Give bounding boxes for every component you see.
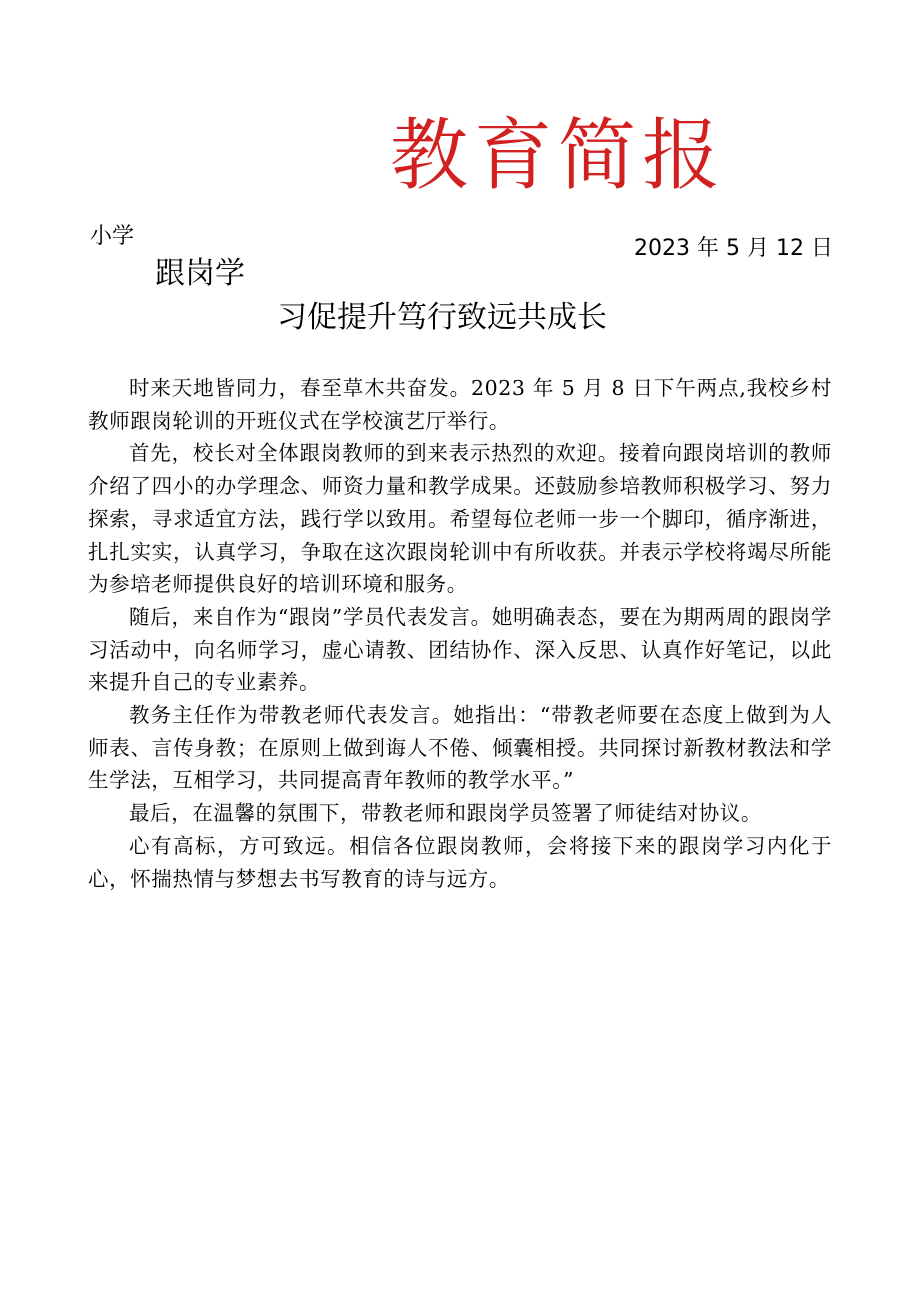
paragraph-closing: 心有高标，方可致远。相信各位跟岗教师，会将接下来的跟岗学习内化于心，怀揣热情与梦想去书写教育的诗与远方。: [88, 833, 832, 891]
article-body: [88, 372, 832, 895]
issue-date: 2023 年 5 月 12 日: [634, 236, 833, 261]
newsletter-masthead: 教育简报: [390, 111, 727, 201]
paragraph-trainee-speech: 随后，来自作为“跟岗”学员代表发言。她明确表态，要在为期两周的跟岗学习活动中，向名师学习，虚心请教、团结协作、深入反思、认真作好笔记，以此来提升自己的专业素养。: [88, 604, 832, 695]
paragraph-principal-speech: 首先，校长对全体跟岗教师的到来表示热烈的欢迎。接着向跟岗培训的教师介绍了四小的办学理念、师资力量和教学成果。还鼓励参培教师积极学习、努力探索，寻求适宜方法，践行学以致用。希望每位老师一步一个脚印，循序渐进，扎扎实实，认真学习，争取在这次跟岗轮训中有所收获。并表示学校将竭尽所能为参培老师提供良好的培训环境和服务。: [88, 441, 832, 597]
paragraph-mentor-speech: 教务主任作为带教老师代表发言。她指出：“带教老师要在态度上做到为人师表、言传身教；在原则上做到诲人不倦、倾囊相授。共同探讨新教材教法和学生学法，互相学习，共同提高青年教师的教学水平。”: [88, 703, 832, 793]
paragraph-opening: 时来天地皆同力，春至草木共奋发。2023 年 5 月 8 日下午两点,我校乡村教师跟岗轮训的开班仪式在学校演艺厅举行。: [88, 376, 832, 433]
paragraph-agreement-signing: 最后，在温馨的氛围下，带教老师和跟岗学员签署了师徒结对协议。: [129, 801, 762, 826]
article-title-line-1: 跟岗学: [155, 256, 245, 291]
article-title-line-2: 习促提升笃行致远共成长: [277, 300, 607, 335]
school-name: 小学: [90, 224, 135, 249]
